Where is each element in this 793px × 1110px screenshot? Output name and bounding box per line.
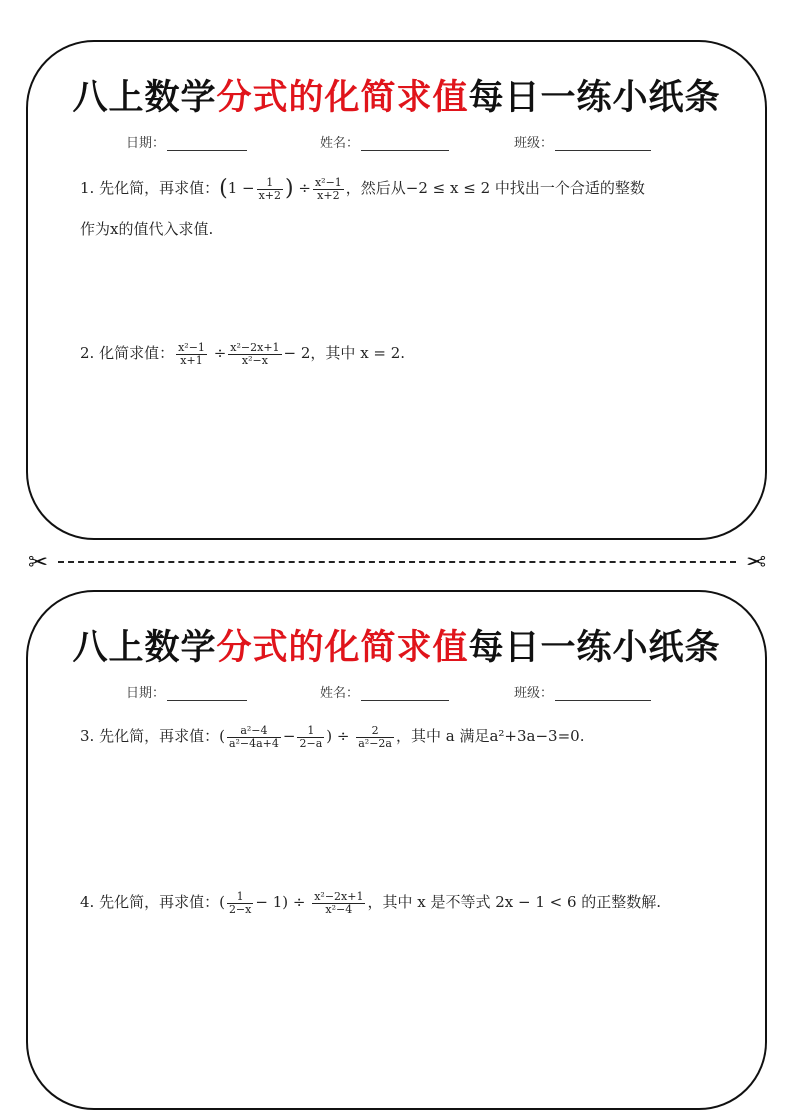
q1-tail: ，然后从−2 ≤ x ≤ 2 中找出一个合适的整数 [345, 179, 645, 197]
q4-fraction-1 [227, 891, 253, 916]
dashed-divider [58, 561, 736, 563]
class-field [514, 682, 651, 701]
date-blank[interactable] [167, 688, 247, 701]
q2-tail: − 2，其中 x = 2. [283, 344, 406, 362]
name-field [320, 682, 449, 701]
divide-sign: ÷ [298, 179, 311, 197]
denominator: 2−x [228, 902, 252, 916]
card-title [28, 70, 765, 120]
q1-prefix: 1. 先化简，再求值： [80, 179, 220, 197]
class-label: 班级： [514, 686, 554, 701]
minus-sign: − [282, 727, 296, 745]
q3-fraction-3 [356, 725, 394, 750]
title-highlight: 分式的化简求值 [216, 627, 469, 668]
date-blank[interactable] [167, 138, 247, 151]
title-part: 每日一练小纸条 [468, 627, 721, 668]
q3-fraction-1 [227, 725, 281, 750]
q2-fraction-2 [228, 342, 281, 367]
numerator: 2 [356, 725, 394, 738]
title-highlight: 分式的化简求值 [216, 77, 469, 118]
numerator: x²−2x+1 [314, 889, 364, 903]
name-label: 姓名： [320, 136, 360, 151]
q4-tail: ，其中 x 是不等式 2x − 1 < 6 的正整数解. [367, 893, 662, 911]
class-field [514, 132, 651, 151]
q3-fraction-2 [297, 725, 324, 750]
name-blank[interactable] [361, 688, 449, 701]
question-2 [80, 341, 405, 367]
numerator: a²−4 [227, 725, 281, 738]
class-label: 班级： [514, 136, 554, 151]
denominator: x²−x [241, 353, 268, 367]
scissors-icon: ✂ [745, 548, 766, 576]
denominator: x+2 [317, 188, 340, 202]
scissors-icon: ✂ [28, 548, 49, 576]
numerator: 1 [227, 891, 253, 904]
class-blank[interactable] [555, 688, 651, 701]
title-part: 八上数学 [72, 627, 217, 668]
q2-fraction-1 [176, 342, 207, 367]
card-title [28, 620, 765, 670]
name-label: 姓名： [320, 686, 360, 701]
q4-prefix: 4. 先化简，再求值：( [80, 893, 225, 911]
q3-close: ) ÷ [326, 727, 350, 745]
q3-tail: ，其中 a 满足a²+3a−3=0. [396, 727, 585, 745]
q3-prefix: 3. 先化简，再求值：( [80, 727, 225, 745]
question-1-line-2: 作为x的值代入求值. [80, 220, 214, 238]
title-part: 每日一练小纸条 [468, 77, 721, 118]
q2-prefix: 2. 化简求值： [80, 344, 175, 362]
worksheet-card-1 [26, 40, 767, 540]
denominator: a²−4a+4 [228, 736, 279, 750]
title-part: 八上数学 [72, 77, 217, 118]
question-3 [80, 724, 584, 750]
denominator: 2−a [299, 736, 323, 750]
question-1 [80, 176, 645, 202]
divide-sign: ÷ [213, 344, 227, 362]
numerator: x²−1 [314, 175, 342, 189]
class-blank[interactable] [555, 138, 651, 151]
date-label: 日期： [126, 136, 166, 151]
date-field [126, 132, 247, 151]
numerator: 1 [257, 177, 283, 190]
cut-line [28, 550, 766, 574]
name-field [320, 132, 449, 151]
numerator: x²−1 [178, 340, 205, 354]
q4-fraction-2 [312, 891, 365, 916]
denominator: x²−4 [325, 902, 353, 916]
worksheet-card-2 [26, 590, 767, 1110]
date-label: 日期： [126, 686, 166, 701]
q4-mid: − 1) ÷ [255, 893, 306, 911]
name-blank[interactable] [361, 138, 449, 151]
paren-open: ( [219, 176, 228, 201]
q1-fraction-2 [313, 177, 344, 202]
numerator: x²−2x+1 [230, 340, 280, 354]
denominator: a²−2a [358, 736, 392, 750]
q1-fraction-1 [257, 177, 283, 202]
denominator: x+2 [258, 188, 281, 202]
question-4 [80, 890, 661, 916]
date-field [126, 682, 247, 701]
numerator: 1 [297, 725, 324, 738]
paren-close: ) [285, 176, 294, 201]
q1-term: 1 − [227, 179, 255, 197]
denominator: x+1 [180, 353, 203, 367]
